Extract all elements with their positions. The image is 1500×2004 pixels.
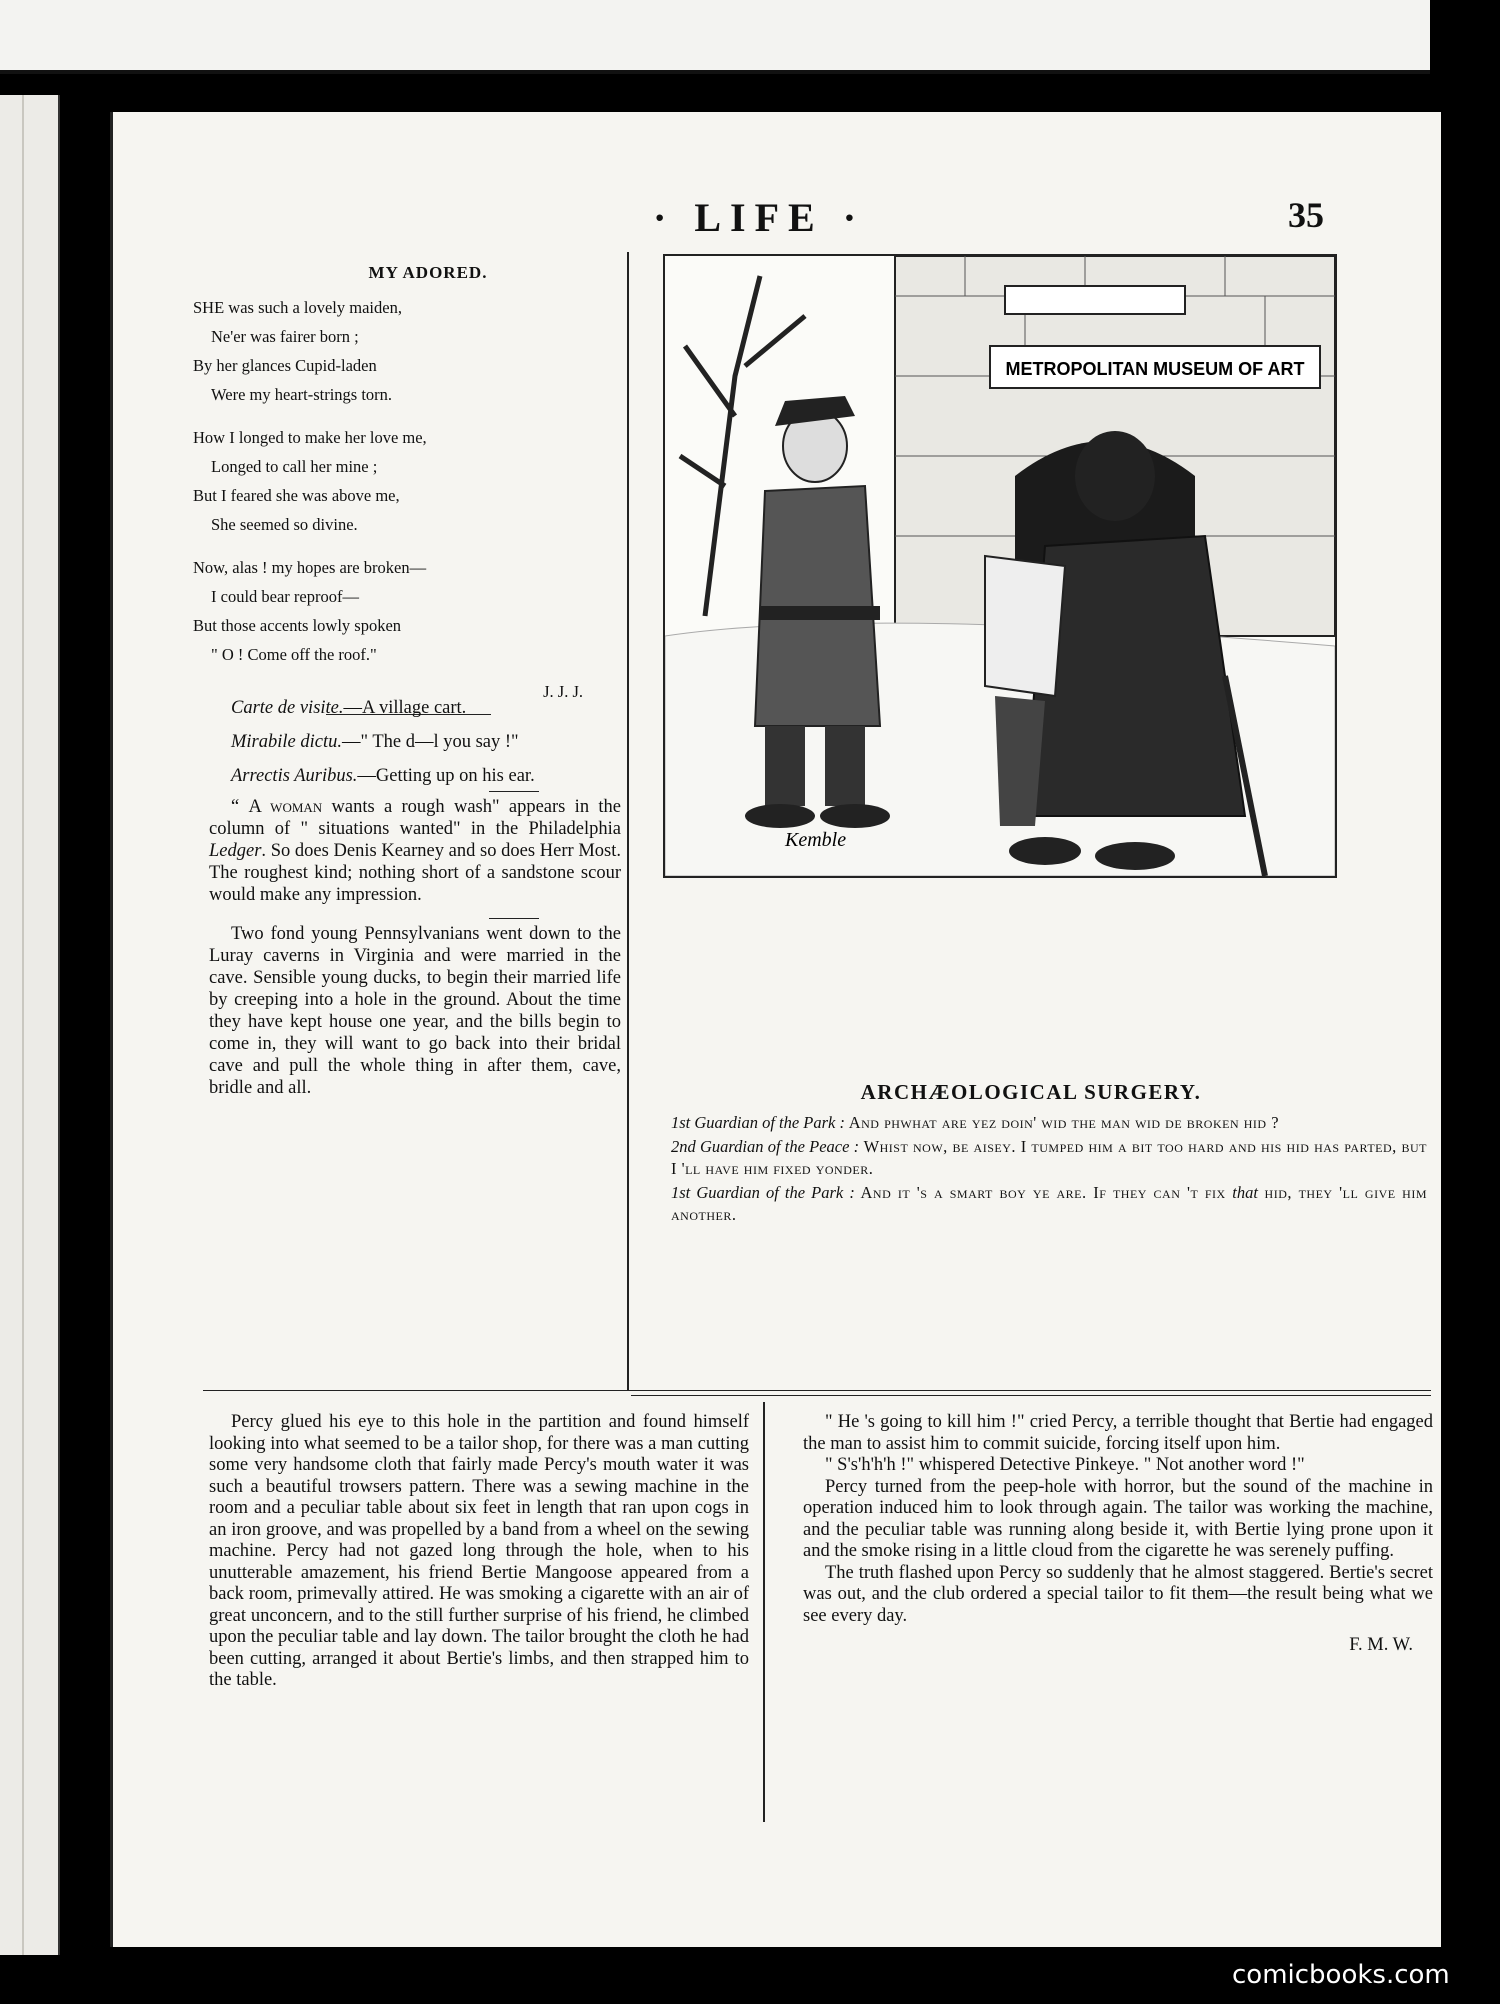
- poem-line: " O ! Come off the roof.": [211, 645, 377, 664]
- poem-stanza: [193, 423, 623, 539]
- facing-page-edge: [0, 95, 60, 1955]
- speaker: 1st Guardian of the Park :: [671, 1113, 845, 1132]
- dialogue-text: And phwhat are yez doin' wid the man wid de broken hid ?: [845, 1113, 1280, 1132]
- poem-stanza: [193, 553, 623, 669]
- section-divider-secondary: [631, 1395, 1431, 1396]
- poem-stanza: [193, 293, 623, 409]
- quip-term: Mirabile dictu.: [231, 732, 342, 752]
- story-column-divider: [763, 1402, 765, 1822]
- poem-line: I could bear reproof—: [211, 587, 359, 606]
- quip: [209, 765, 621, 787]
- story-right-column: [803, 1412, 1433, 1657]
- story-paragraph: " S's'h'h'h !" whispered Detective Pinkeye. " Not another word !": [825, 1455, 1305, 1475]
- cartoon-illustration: [663, 254, 1337, 878]
- quip-text: —Getting up on his ear.: [357, 766, 535, 786]
- poem: [193, 258, 623, 723]
- cartoon-caption-title: ARCHÆOLOGICAL SURGERY.: [860, 1080, 1202, 1104]
- paragraph-text: . So does Denis Kearney and so does Herr Most. The roughest kind; nothing short of a sandstone scour would make any impression.: [209, 841, 621, 905]
- masthead: · LIFE ·: [653, 195, 866, 240]
- poem-line: SHE was such a lovely maiden,: [193, 298, 402, 317]
- page-number: 35: [1288, 195, 1324, 235]
- previous-page-edge: [0, 0, 1430, 74]
- poem-line: Ne'er was fairer born ;: [211, 327, 359, 346]
- poem-line: Now, alas ! my hopes are broken—: [193, 558, 427, 577]
- poem-line: She seemed so divine.: [211, 515, 358, 534]
- page-header: [113, 194, 1441, 254]
- speaker: 2nd Guardian of the Peace :: [671, 1137, 860, 1156]
- poem-line: Longed to call her mine ;: [211, 457, 378, 476]
- paragraph-text: wants a rough wash" appears in the column of " situations wanted" in the Philadelphia: [209, 797, 621, 839]
- poem-line: But those accents lowly spoken: [193, 616, 402, 635]
- paragraph-pennsylvanians: Two fond young Pennsylvanians went down to the Luray caverns in Virginia and were married in the cave. Sensible young ducks, to begin their married life by creeping into a hole in the ground. About the time they have kept house one year, and the bills begin to come in, they will want to go back into their bridal cave and pull the whole thing in after them, cave, bridle and all.: [209, 924, 621, 1098]
- column-divider: [627, 252, 629, 1390]
- paragraph-woman: “ A woman wants a rough wash" appears in the column of " situations wanted" in the Philadelphia Ledger. So does Denis Kearney and so does Herr Most. The roughest kind; nothing short of a sandstone scour would make any impression.: [209, 797, 621, 905]
- quip: [209, 697, 621, 719]
- dialogue-text: Whist now, be aisey. I tumped him a bit too hard and his hid has parted, but I 'll have him fixed yonder.: [671, 1137, 1427, 1178]
- dialogue-text: hid, they 'll give him another.: [671, 1183, 1427, 1224]
- speaker: 1st Guardian of the Park :: [671, 1183, 855, 1202]
- dialogue-text: And it 's a smart boy ye are. If they can 't fix: [854, 1183, 1233, 1202]
- story-paragraph: " He 's going to kill him !" cried Percy, a terrible thought that Bertie had engaged the man to assist him to commit suicide, forcing itself upon him.: [803, 1412, 1433, 1454]
- quip-term: Arrectis Auribus.: [231, 766, 358, 786]
- poem-line: But I feared she was above me,: [193, 486, 400, 505]
- poem-signature: J. J. J.: [543, 682, 583, 701]
- watermark: comicbooks.com: [1232, 1960, 1450, 1990]
- lead-in: A woman: [248, 797, 323, 817]
- quip: [209, 731, 621, 753]
- story-paragraph: Percy glued his eye to this hole in the partition and found himself looking into what seemed to be a tailor shop, for there was a man cutting some very handsome cloth that fairly made Percy's mouth water it was such a beautiful trowsers pattern. There was a sewing machine in the room and a peculiar table about six feet in length that ran upon cogs in an iron groove, and was propelled by a band from a wheel on the sewing machine. Percy had not gazed long through the hole, when to his unutterable amazement, his friend Bertie Mangoose appeared from a back room, primevally attired. He was smoking a cigarette with an air of great unconcern, and to the still further surprise of his friend, he climbed upon the peculiar table and lay down. The tailor brought the cloth he had been cutting, arranged it about Bertie's limbs, and then strapped him to the table.: [209, 1412, 749, 1690]
- story-paragraph: Percy turned from the peep-hole with horror, but the sound of the machine in operation induced him to look through again. The tailor was working the machine, and the peculiar table was running along beside it, with Bertie lying prone upon it and the smoke rising in a little cloud from the cigarette he was serenely puffing.: [803, 1476, 1433, 1561]
- poem-line: How I longed to make her love me,: [193, 428, 427, 447]
- story-paragraph: The truth flashed upon Percy so suddenly that he almost staggered. Bertie's secret was out, and the club ordered a special tailor to fit them—the result being what we see every day.: [803, 1562, 1433, 1626]
- rule: [489, 918, 539, 919]
- artist-signature: Kemble: [785, 829, 847, 851]
- left-column: [209, 697, 621, 1111]
- poem-line: By her glances Cupid-laden: [193, 356, 377, 375]
- dialogue-line: [671, 1182, 1427, 1226]
- section-divider: [203, 1390, 1431, 1391]
- poem-title: MY ADORED.: [368, 263, 488, 282]
- dialogue-line: [671, 1112, 1427, 1134]
- story-signature: F. M. W.: [1349, 1635, 1413, 1655]
- cartoon-caption: [671, 1112, 1427, 1228]
- dialogue-line: [671, 1136, 1427, 1180]
- ledger-name: Ledger: [209, 841, 262, 861]
- poem-line: Were my heart-strings torn.: [211, 385, 393, 404]
- cartoon-drawing: [665, 256, 1335, 876]
- museum-sign: METROPOLITAN MUSEUM OF ART: [1005, 359, 1305, 379]
- dialogue-emphasis: that: [1232, 1183, 1258, 1202]
- story-left-column: [209, 1412, 749, 1692]
- quip-term: Carte de visite.: [231, 698, 344, 718]
- quip-text: —A village cart.: [343, 698, 467, 718]
- magazine-page: [110, 112, 1441, 1947]
- rule: [489, 791, 539, 792]
- quip-text: —" The d—l you say !": [341, 732, 519, 752]
